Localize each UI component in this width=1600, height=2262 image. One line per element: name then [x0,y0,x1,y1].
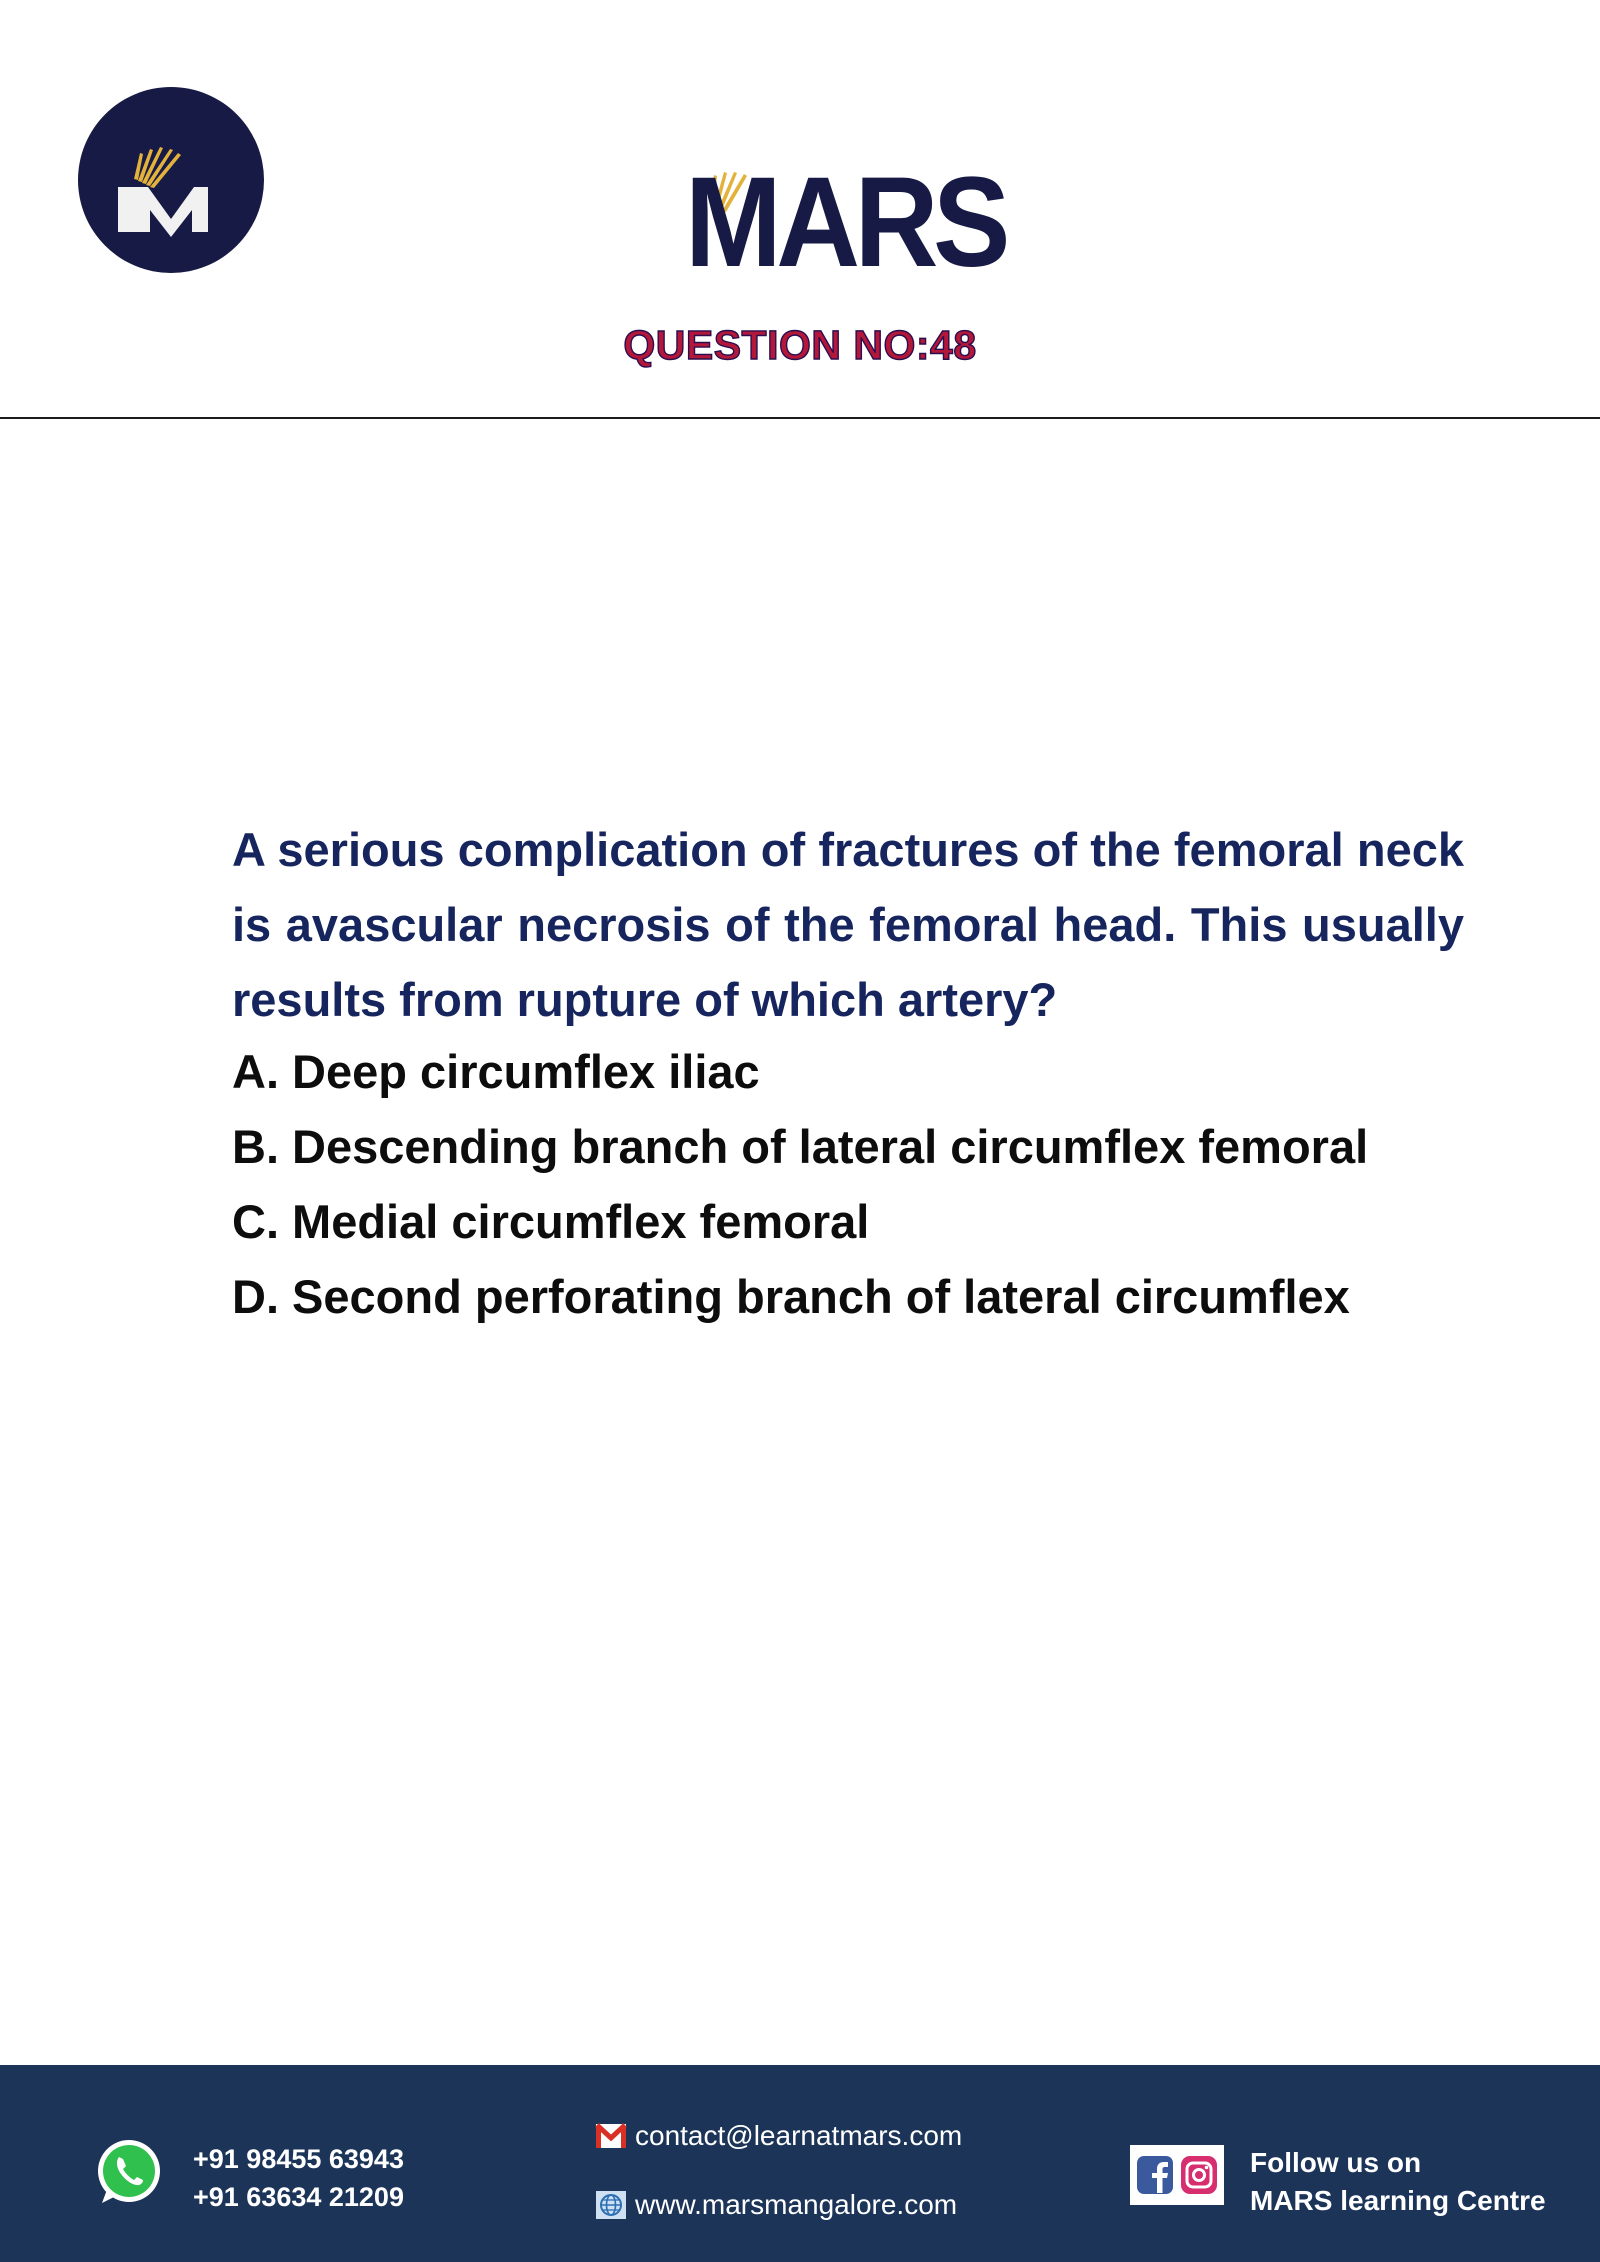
globe-icon [595,2191,627,2219]
follow-line-2: MARS learning Centre [1250,2185,1546,2216]
follow-us-text [1250,2144,1546,2220]
option-b: B. Descending branch of lateral circumflex femoral [232,1120,1369,1173]
mail-icon [595,2122,627,2150]
follow-line-1: Follow us on [1250,2147,1422,2178]
phone-numbers [193,2140,404,2216]
mars-circle-logo [78,87,264,273]
brand-name: MARS [685,151,1007,294]
whatsapp-icon[interactable] [94,2137,164,2207]
question-text: A serious complication of fractures of the femoral neck is avascular necrosis of the femoral head. This usually results from rupture of which artery? [232,823,1464,1026]
phone-number-1[interactable]: +91 98455 63943 [193,2144,404,2174]
answer-options [232,1034,1512,1334]
option-d: D. Second perforating branch of lateral circumflex [232,1270,1350,1323]
instagram-icon[interactable] [1180,2155,1218,2195]
email-row [595,2119,962,2153]
email-link[interactable]: contact@learnatmars.com [635,2120,963,2151]
mars-wordmark [680,150,1010,294]
header-divider [0,417,1600,419]
facebook-icon[interactable] [1136,2155,1174,2195]
option-c: C. Medial circumflex femoral [232,1195,870,1248]
option-a: A. Deep circumflex iliac [232,1045,760,1098]
question-number-heading: QUESTION NO:48 [623,322,977,368]
footer-bar [0,2065,1600,2262]
phone-number-2[interactable]: +91 63634 21209 [193,2182,404,2212]
logo-letter-m [118,187,208,237]
social-icons [1130,2145,1224,2205]
logo-rays [134,147,181,188]
website-row [595,2188,957,2222]
website-link[interactable]: www.marsmangalore.com [635,2189,958,2220]
